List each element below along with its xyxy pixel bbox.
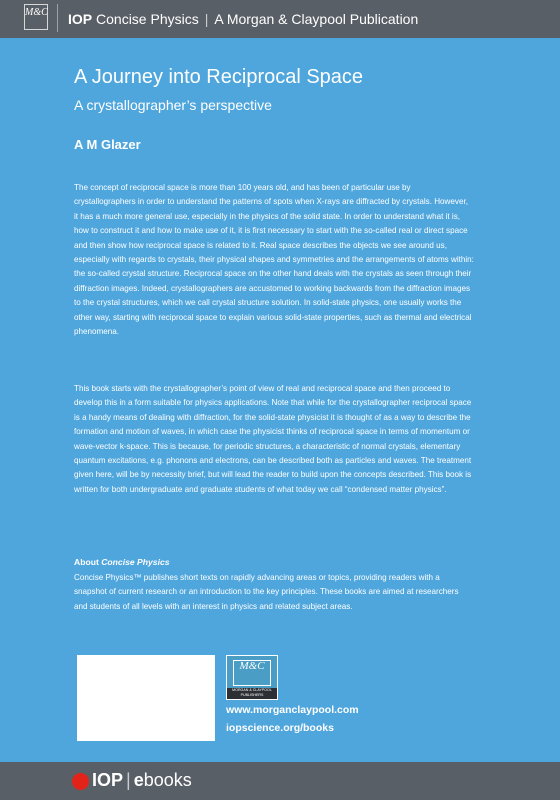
morganclaypool-link[interactable]: www.morganclaypool.com (226, 704, 359, 716)
about-heading-prefix: About (74, 557, 102, 567)
iopscience-link[interactable]: iopscience.org/books (226, 722, 334, 734)
book-subtitle: A crystallographer’s perspective (74, 97, 272, 113)
publisher-monogram: M&C (233, 660, 271, 686)
footer-ebooks-e: e (133, 770, 144, 790)
barcode-area (77, 655, 215, 741)
footer-brand (92, 770, 192, 791)
book-title: A Journey into Reciprocal Space (74, 66, 364, 88)
series-line (68, 11, 418, 27)
publisher-logo (226, 655, 278, 700)
footer-bar (0, 762, 560, 800)
series-bold: IOP (68, 11, 93, 27)
footer-ebooks-rest: books (143, 770, 192, 790)
publisher-logo-caption: MORGAN & CLAYPOOL PUBLISHERS (227, 688, 277, 699)
about-text: Concise Physics™ publishes short texts on rapidly advancing areas or topics, providing readers with a snapshot of current research or an introduction to the key principles. These books are aimed at researchers and students of all levels with an interest in physics and related subject areas. (74, 573, 459, 611)
series-name: Concise Physics (96, 11, 199, 27)
series-separator: | (204, 11, 209, 27)
footer-iop: IOP (92, 770, 124, 790)
header-divider (57, 4, 58, 32)
book-author: A M Glazer (74, 137, 141, 152)
blurb-paragraph-2: This book starts with the crystallographer’s point of view of real and reciprocal space and then proceed to develop this in a form suitable for physics applications. Note that while for the crystallographer reciprocal space is a handy means of dealing with diffraction, for the solid-state physicist it is thought of as a way to describe the formation and motion of waves, in which case the physicist thinks of reciprocal space in terms of momentum or wave-vector k-space. This is because, for periodic structures, a characteristic of normal crystals, elementary quantum excitations, e.g. phonons and electrons, can be described both as particles and waves. The treatment given here, will be by necessity brief, but will lead the reader to build upon the concepts described. This book is written for both undergraduate and graduate students of what today we call “condensed matter physics”. (74, 384, 472, 494)
about-heading (74, 557, 170, 567)
publisher-name: A Morgan & Claypool Publication (214, 11, 419, 27)
about-heading-series: Concise Physics (101, 557, 170, 567)
header-bar (0, 0, 560, 38)
mc-logo: M&C (24, 4, 48, 30)
iop-circle-icon (72, 773, 89, 790)
blurb-paragraph-1: The concept of reciprocal space is more than 100 years old, and has been of particular use by crystallographers in order to understand the patterns of spots when X-rays are diffracted by crystals. However, it has a much more general use, especially in the physics of the solid state. In order to understand what it is, how to construct it and how to make use of it, it is first necessary to start with the so-called real or direct space and then show how reciprocal space is related to it. Real space describes the objects we see around us, especially with regards to crystals, their physical shapes and symmetries and the arrangements of atoms within: the so-called crystal structure. Reciprocal space on the other hand deals with the crystals as seen through their diffraction images. Indeed, crystallographers are accustomed to working backwards from the diffraction images to the crystal structures, which we call crystal structure solution. In solid-state physics, one usually works the other way, starting with reciprocal space to explain various solid-state properties, such as thermal and electrical phenomena. (74, 183, 474, 337)
footer-separator: | (126, 770, 131, 790)
